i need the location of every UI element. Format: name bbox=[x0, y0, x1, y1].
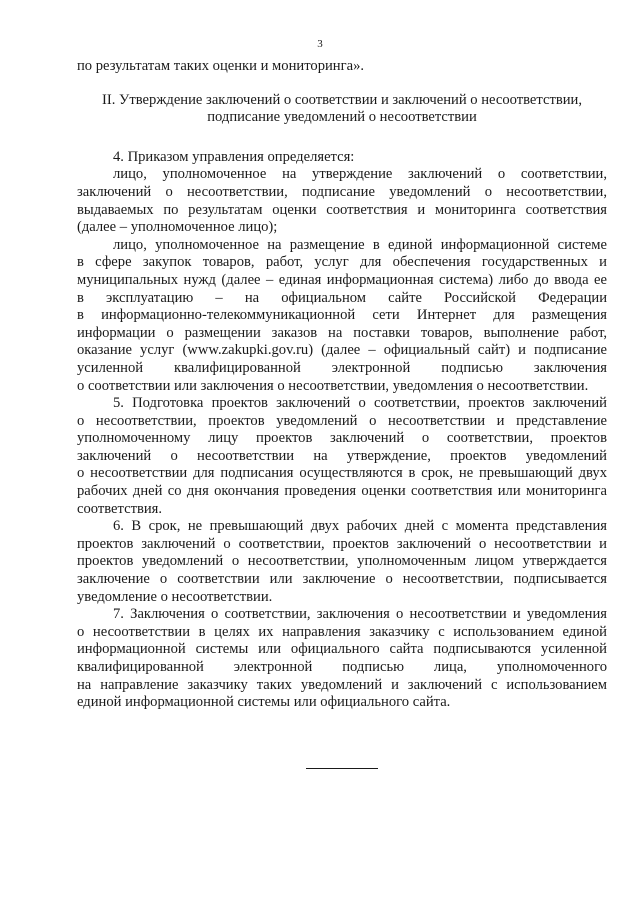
paragraph-line: лицо, уполномоченное на утверждение заключений о соответствии, bbox=[113, 166, 607, 183]
paragraph-line: выдаваемых по результатам оценки соответствия и мониторинга соответствия bbox=[77, 201, 607, 218]
paragraph-line: о несоответствии для подписания осуществляются в срок, не превышающий двух bbox=[77, 465, 607, 482]
paragraph-4-intro bbox=[77, 149, 607, 167]
paragraph-line: муниципальных нужд (далее – единая информационная система) либо до ввода ее bbox=[77, 271, 607, 288]
paragraph-line: усиленной квалифицированной электронной подписью заключения bbox=[77, 359, 607, 376]
paragraph-line: 5. Подготовка проектов заключений о соответствии, проектов заключений bbox=[113, 395, 607, 412]
page-number: 3 bbox=[317, 38, 323, 50]
intro-line: по результатам таких оценки и мониторинга». bbox=[77, 58, 365, 74]
paragraph-line: проектов заключений о соответствии, проектов заключений о несоответствии и bbox=[77, 535, 607, 552]
paragraph-line: квалифицированной электронной подписью лица, уполномоченного bbox=[77, 659, 607, 675]
paragraph-line: уполномоченному лицу проектов заключений о соответствии, проектов bbox=[77, 430, 607, 447]
paragraph-line: информации о размещении заказов на поставки товаров, выполнение работ, bbox=[77, 324, 607, 341]
paragraph-line: о соответствии или заключения о несоответствии, уведомления о несоответствии. bbox=[77, 377, 589, 394]
paragraph-line: заключений о несоответствии, подписание уведомлений о несоответствии, bbox=[77, 183, 607, 200]
paragraph-line: 4. Приказом управления определяется: bbox=[113, 148, 355, 165]
section-heading-line-2: подписание уведомлений о несоответствии bbox=[207, 109, 477, 126]
paragraph-authorized-person bbox=[77, 166, 607, 236]
document-body bbox=[77, 58, 607, 712]
paragraph-line: в сфере закупок товаров, работ, услуг для обеспечения государственных и bbox=[77, 254, 607, 271]
paragraph-line: 6. В срок, не превышающий двух рабочих дней с момента представления bbox=[113, 518, 607, 535]
paragraph-line: лицо, уполномоченное на размещение в единой информационной системе bbox=[113, 236, 607, 253]
end-divider bbox=[306, 768, 378, 769]
paragraph-line: проектов уведомлений о несоответствии, уполномоченным лицом утверждается bbox=[77, 553, 607, 570]
paragraph-line: рабочих дней со дня окончания проведения оценки соответствия или мониторинга bbox=[77, 483, 607, 500]
paragraph-line: о несоответствии в целях их направления заказчику с использованием единой bbox=[77, 623, 607, 640]
paragraph-line: соответствия. bbox=[77, 500, 163, 517]
paragraph-line: оказание услуг (www.zakupki.gov.ru) (далее – официальный сайт) и подписание bbox=[77, 342, 607, 359]
paragraph-7 bbox=[77, 606, 607, 712]
paragraphs bbox=[77, 149, 607, 712]
paragraph-line: в информационно-телекоммуникационной сети Интернет для размещения bbox=[77, 307, 607, 324]
paragraph-placement-person bbox=[77, 237, 607, 395]
paragraph-line: единой информационной системы или официального сайта. bbox=[77, 694, 451, 711]
paragraph-line: на направление заказчику таких уведомлений и заключений с использованием bbox=[77, 676, 607, 693]
paragraph-line: заключений о несоответствии на утверждение, проектов уведомлений bbox=[77, 447, 607, 464]
paragraph-line: информационной системы или официального сайта подписываются усиленной bbox=[77, 641, 607, 658]
section-heading-line-1: II. Утверждение заключений о соответствии и заключений о несоответствии, bbox=[102, 91, 582, 108]
paragraph-line: заключение о соответствии или заключение о несоответствии, подписывается bbox=[77, 571, 607, 588]
paragraph-6 bbox=[77, 518, 607, 606]
paragraph-line: уведомление о несоответствии. bbox=[77, 588, 273, 605]
paragraph-line: в эксплуатацию – на официальном сайте Российской Федерации bbox=[77, 289, 607, 306]
paragraph-5 bbox=[77, 395, 607, 518]
paragraph-line: 7. Заключения о соответствии, заключения о несоответствии и уведомления bbox=[113, 606, 607, 623]
paragraph-line: (далее – уполномоченное лицо); bbox=[77, 219, 278, 236]
paragraph-line: о несоответствии, проектов уведомлений о несоответствии и представление bbox=[77, 412, 607, 429]
